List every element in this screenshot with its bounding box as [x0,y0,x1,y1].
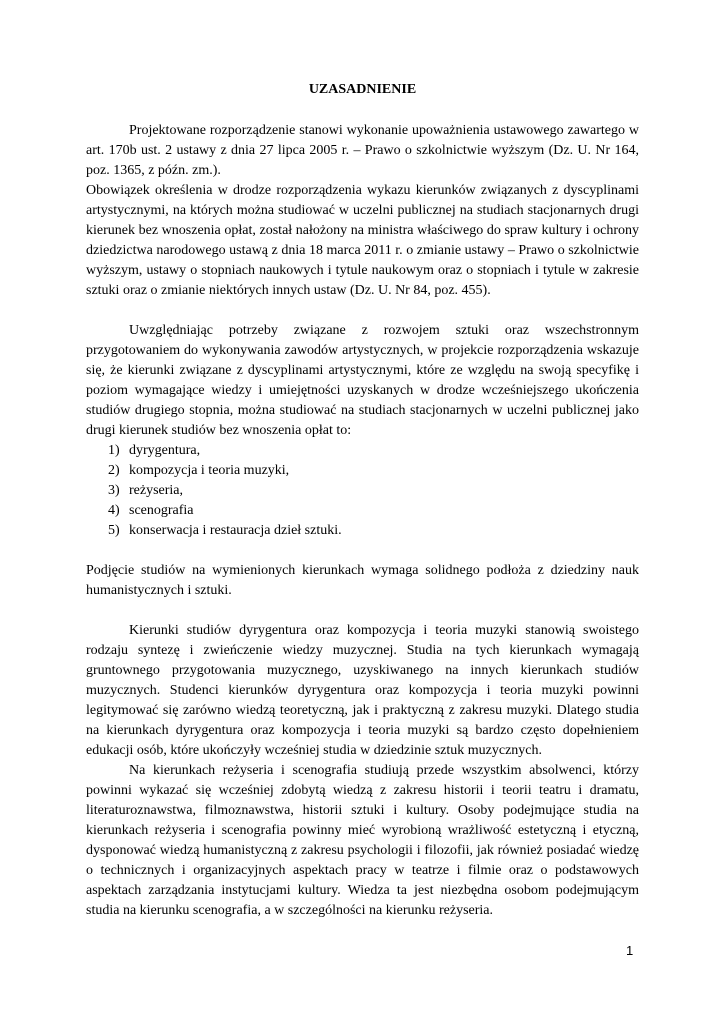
paragraph-gap [86,301,639,321]
paragraph-legal-basis: Projektowane rozporządzenie stanowi wykonanie upoważnienia ustawowego zawartego w art. 170b ust. 2 ustawy z dnia 27 lipca 2005 r. – Prawo o szkolnictwie wyższym (Dz. U. Nr 164, poz. 1365, z późn. zm.). [86,123,639,178]
list-item [108,461,639,481]
list-item-number: 5) [108,523,120,538]
paragraph-gap [86,601,639,621]
list-item-text: reżyseria, [129,483,184,498]
paragraph-requirements: Podjęcie studiów na wymienionych kierunkach wymaga solidnego podłoża z dziedziny nauk humanistycznych i sztuki. [86,563,639,598]
study-fields-list [86,441,639,541]
list-item-text: konserwacja i restauracja dzieł sztuki. [129,523,342,538]
list-item [108,481,639,501]
document-title: UZASADNIENIE [308,82,417,97]
list-item-number: 1) [108,443,120,458]
list-item [108,521,639,541]
list-item-text: scenografia [129,503,194,518]
paragraph-considerations: Uwzględniając potrzeby związane z rozwojem sztuki oraz wszechstronnym przygotowaniem do wykonywania zawodów artystycznych, w projekcie rozporządzenia wskazuje się, że kierunki związane z dyscyplinami artystycznymi, które ze względu na swoją specyfikę i poziom wymagające wiedzy i umiejętności uzyskanych w drodze wcześniejszego ukończenia studiów drugiego stopnia, można studiować na studiach stacjonarnych w uczelni publicznej jako drugi kierunek studiów bez wnoszenia opłat to: [86,323,639,438]
list-item-text: kompozycja i teoria muzyki, [129,463,290,478]
paragraph-gap [86,541,639,561]
list-item [108,501,639,521]
document-page [86,80,639,921]
list-item-number: 2) [108,463,120,478]
list-item-text: dyrygentura, [129,443,201,458]
paragraph-obligation: Obowiązek określenia w drodze rozporządzenia wykazu kierunków związanych z dyscyplinami artystycznymi, na których można studiować w uczelni publicznej na studiach stacjonarnych drugi kierunek bez wnoszenia opłat, został nałożony na ministra właściwego do spraw kultury i ochrony dziedzictwa narodowego ustawą z dnia 18 marca 2011 r. o zmianie ustawy – Prawo o szkolnictwie wyższym, ustawy o stopniach naukowych i tytule naukowym oraz o stopniach i tytule w zakresie sztuki oraz o zmianie niektórych innych ustaw (Dz. U. Nr 84, poz. 455). [86,183,639,298]
page-number: 1 [626,943,634,958]
list-item-number: 3) [108,483,120,498]
paragraph-music-fields: Kierunki studiów dyrygentura oraz kompozycja i teoria muzyki stanowią swoistego rodzaju syntezę i zwieńczenie wiedzy muzycznej. Studia na tych kierunkach wymagają gruntownego przygotowania muzycznego, uzyskiwanego na innych kierunkach studiów muzycznych. Studenci kierunków dyrygentura oraz kompozycja i teoria muzyki powinni legitymować się zarówno wiedzą teoretyczną, jak i praktyczną z zakresu muzyki. Dlatego studia na kierunkach dyrygentura oraz kompozycja i teoria muzyki są bardzo często dopełnieniem edukacji osób, które ukończyły wcześniej studia w dziedzinie sztuk muzycznych. [86,623,639,758]
list-item-number: 4) [108,503,120,518]
paragraph-directing-fields: Na kierunkach reżyseria i scenografia studiują przede wszystkim absolwenci, którzy powinni wykazać się wcześniej zdobytą wiedzą z zakresu historii i teorii teatru i dramatu, literaturoznawstwa, filmoznawstwa, historii sztuki i kultury. Osoby podejmujące studia na kierunkach reżyseria i scenografia powinny mieć wyrobioną wrażliwość estetyczną i etyczną, dysponować wiedzą humanistyczną z zakresu psychologii i filozofii, jak również posiadać wiedzę o technicznych i organizacyjnych aspektach pracy w teatrze i filmie oraz o podstawowych aspektach zarządzania instytucjami kultury. Wiedza ta jest niezbędna osobom podejmującym studia na kierunku scenografia, a w szczególności na kierunku reżyseria. [86,763,639,918]
list-item [108,441,639,461]
